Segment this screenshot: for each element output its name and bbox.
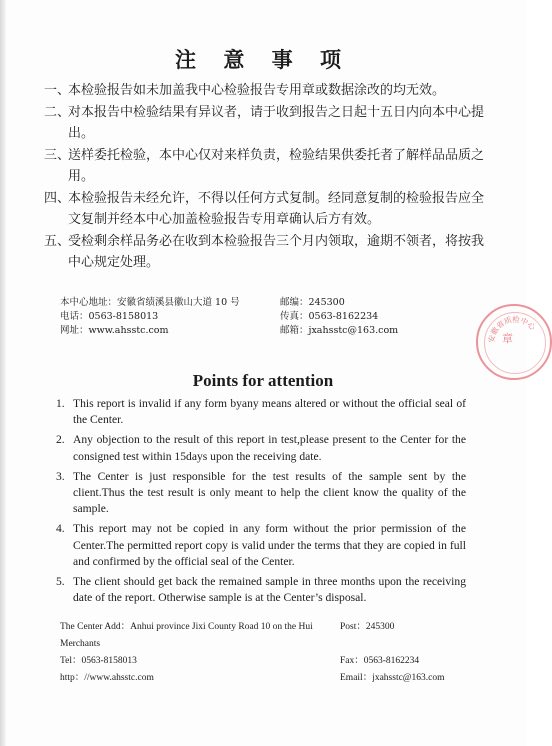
- post-text: Post：245300: [340, 622, 395, 632]
- item-number: 二、: [44, 104, 71, 120]
- item-text: 本检验报告如未加盖我中心检验报告专用章或数据涂改的均无效。: [68, 83, 446, 98]
- tel-text: Tel：0563-8158013: [60, 656, 137, 666]
- official-seal-stamp: [476, 304, 552, 380]
- item-text: 本检验报告未经允许，不得以任何方式复制。经同意复制的检验报告应全文复制并经本中心加盖检验报告专用章确认后方有效。: [68, 190, 485, 227]
- english-title: Points for attention: [192, 371, 334, 390]
- item-text: The client should get back the remained sample in three months upon the receiving date of the report. Otherwise sample is at the Center’s disposal.: [73, 575, 466, 605]
- chinese-notice-item: [44, 145, 484, 188]
- item-text: 送样委托检验，本中心仅对来样负责，检验结果供委托者了解样品品质之用。: [68, 147, 485, 184]
- item-number: 4.: [56, 522, 65, 536]
- item-number: 一、: [44, 83, 71, 98]
- contact-row: [60, 296, 480, 310]
- item-text: This report is invalid if any form byany means altered or without the official seal of the Center.: [73, 397, 466, 427]
- chinese-notice-item: [44, 102, 484, 145]
- english-notice-item: [56, 432, 466, 464]
- item-number: 五、: [44, 233, 71, 249]
- item-number: 2.: [56, 433, 65, 447]
- chinese-notice-item: [44, 231, 484, 274]
- phone-text: 电话：0563-8158013: [60, 311, 159, 322]
- item-number: 三、: [44, 147, 71, 163]
- chinese-notice-item: [44, 80, 484, 102]
- chinese-title: 注 意 事 项: [175, 47, 351, 72]
- contact-row: [60, 619, 480, 653]
- address-text: The Center Add：Anhui province Jixi County Road 10 on the Hui Merchants: [60, 622, 313, 649]
- chinese-contact-block: [60, 296, 480, 338]
- item-text: 对本报告中检验结果有异议者，请于收到报告之日起十五日内向本中心提出。: [68, 104, 485, 141]
- english-notice-item: [56, 574, 466, 606]
- postcode-text: 邮编：245300: [280, 297, 345, 308]
- fax-text: 传真：0563-8162234: [280, 311, 379, 322]
- fax-text: Fax：0563-8162234: [340, 656, 420, 666]
- item-number: 1.: [56, 397, 65, 410]
- chinese-notice-list: [44, 80, 484, 274]
- http-text: http：//www.ahsstc.com: [60, 673, 154, 683]
- english-notice-item: [56, 521, 466, 570]
- item-text: 受检剩余样品务必在收到本检验报告三个月内领取，逾期不领者，将按我中心规定处理。: [68, 233, 485, 270]
- email-text: 邮箱：jxahsstc@163.com: [280, 325, 399, 336]
- item-number: 四、: [44, 190, 71, 206]
- english-contact-block: [60, 619, 480, 687]
- seal-ring-text: [482, 310, 548, 376]
- item-number: 5.: [56, 575, 65, 589]
- contact-row: [60, 310, 480, 324]
- item-number: 3.: [56, 469, 65, 483]
- contact-row: [60, 670, 480, 687]
- item-text: The Center is just responsible for the test results of the sample sent by the client.Thus the test result is only meant to help the client know the quality of the sample.: [73, 469, 466, 516]
- seal-arc-text: 安徽省质检中心: [486, 314, 538, 344]
- item-text: Any objection to the result of this report in test,please present to the Center for the consigned test within 15days upon the receiving date.: [73, 433, 466, 463]
- contact-row: [60, 324, 480, 338]
- email-text: Email：jxahsstc@163.com: [340, 673, 445, 683]
- seal-center-char: 章: [502, 332, 513, 345]
- address-text: 本中心地址：安徽省绩溪县徽山大道 10 号: [60, 297, 240, 308]
- contact-row: [60, 653, 480, 670]
- english-notice-item: [56, 469, 466, 518]
- item-text: This report may not be copied in any form without the prior permission of the Center.The permitted report copy is valid under the terms that they are copied in full and confirmed by the official seal of the Center.: [73, 522, 466, 568]
- english-notice-list: [56, 396, 466, 610]
- website-text: 网址：www.ahsstc.com: [60, 325, 169, 336]
- english-notice-item: [56, 396, 466, 428]
- chinese-notice-item: [44, 188, 484, 231]
